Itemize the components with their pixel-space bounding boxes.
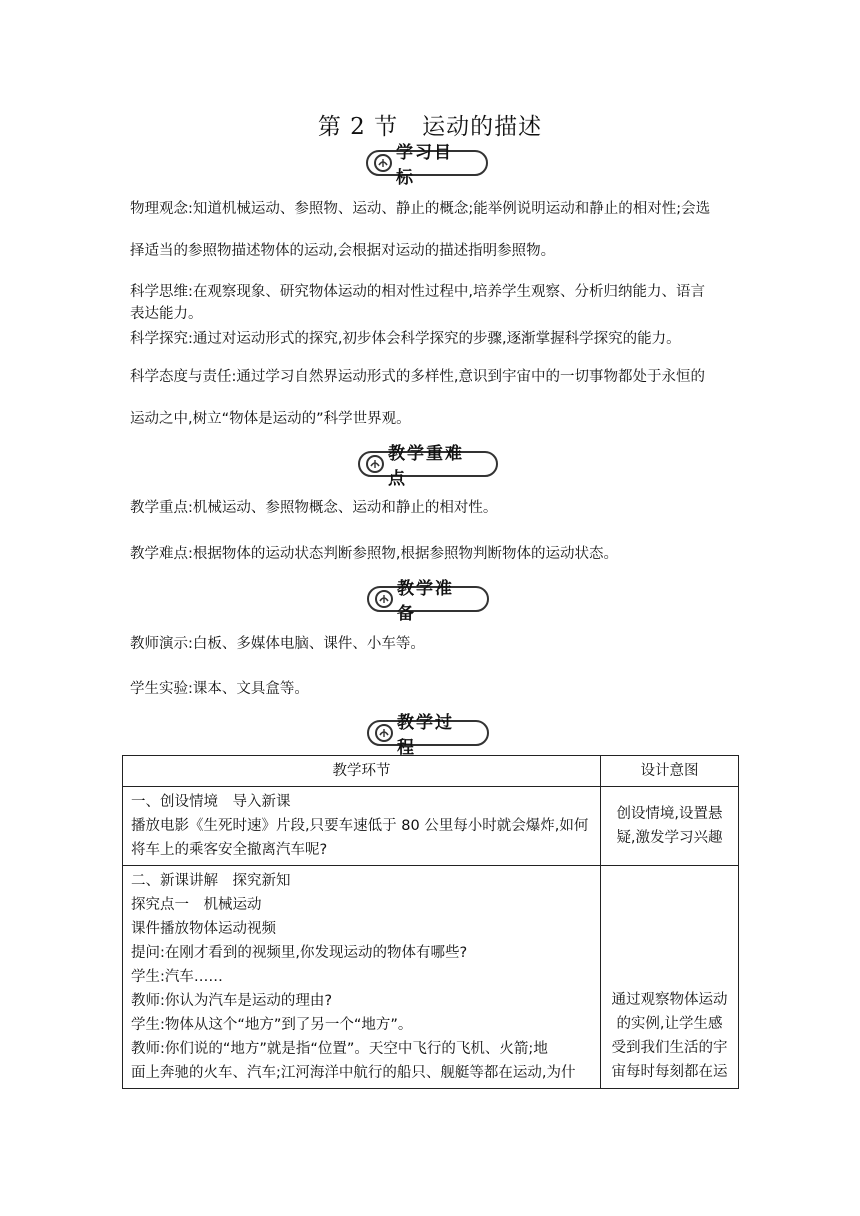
intent-cell [601,866,739,1089]
goal-line: 表达能力。 [130,306,203,322]
intent-line: 的实例,让学生感 [616,1016,723,1032]
section-emblem-icon [374,154,392,172]
intent-line: 疑,激发学习兴趣 [616,830,723,846]
stage-line: 播放电影《生死时速》片段,只要车速低于 80 公里每小时就会爆炸,如何 [131,818,589,834]
stage-cell [123,787,601,866]
goal-line: 科学思维:在观察现象、研究物体运动的相对性过程中,培养学生观察、分析归纳能力、语言 [130,284,705,300]
prep-teacher: 教师演示:白板、多媒体电脑、课件、小车等。 [130,636,425,652]
section-badge-label: 学习目标 [396,143,453,188]
stage-line: 教师:你们说的“地方”就是指“位置”。天空中飞行的飞机、火箭;地 [131,1041,548,1057]
intent-line: 创设情境,设置悬 [616,806,723,822]
stage-line: 一、创设情境 导入新课 [131,794,291,810]
page-title: 第 2 节 运动的描述 [317,114,543,140]
intent-line: 宙每时每刻都在运 [611,1064,728,1080]
section-badge-process [367,713,489,758]
section-badge-label: 教学重难点 [388,444,464,489]
key-point-focus: 教学重点:机械运动、参照物概念、运动和静止的相对性。 [130,500,498,516]
stage-line: 学生:物体从这个“地方”到了另一个“地方”。 [131,1017,413,1033]
table-row [123,787,739,866]
stage-cell [123,866,601,1089]
goal-line: 运动之中,树立“物体是运动的”科学世界观。 [130,411,411,427]
goal-line: 物理观念:知道机械运动、参照物、运动、静止的概念;能举例说明运动和静止的相对性;会选 [130,201,711,217]
goal-line: 科学探究:通过对运动形式的探究,初步体会科学探究的步骤,逐渐掌握科学探究的能力。 [130,331,681,347]
section-emblem-icon [375,590,393,608]
stage-line: 学生:汽车…… [131,969,223,985]
section-badge-label: 教学准备 [397,579,454,624]
intent-line: 通过观察物体运动 [611,992,728,1008]
section-badge-key-points [358,444,498,489]
section-emblem-icon [366,455,384,473]
section-badge-goals [366,143,488,188]
section-emblem-icon [375,724,393,742]
stage-line: 二、新课讲解 探究新知 [131,873,291,889]
intent-cell [601,787,739,866]
table-header-row [123,756,739,787]
stage-line: 将车上的乘客安全撤离汽车呢? [131,842,328,858]
header-stage: 教学环节 [123,756,601,787]
header-intent: 设计意图 [601,756,739,787]
section-badge-preparation [367,579,489,624]
process-table [122,755,739,1089]
goal-line: 择适当的参照物描述物体的运动,会根据对运动的描述指明参照物。 [130,243,556,259]
table-row [123,866,739,1089]
stage-line: 探究点一 机械运动 [131,897,262,913]
stage-line: 面上奔驰的火车、汽车;江河海洋中航行的船只、舰艇等都在运动,为什 [131,1065,576,1081]
intent-line: 受到我们生活的宇 [611,1040,728,1056]
goal-line: 科学态度与责任:通过学习自然界运动形式的多样性,意识到宇宙中的一切事物都处于永恒的 [130,369,705,385]
stage-line: 教师:你认为汽车是运动的理由? [131,993,333,1009]
stage-line: 提问:在刚才看到的视频里,你发现运动的物体有哪些? [131,945,468,961]
prep-student: 学生实验:课本、文具盒等。 [130,681,309,697]
section-badge-label: 教学过程 [397,713,454,758]
key-point-difficulty: 教学难点:根据物体的运动状态判断参照物,根据参照物判断物体的运动状态。 [130,546,618,562]
stage-line: 课件播放物体运动视频 [131,921,276,937]
